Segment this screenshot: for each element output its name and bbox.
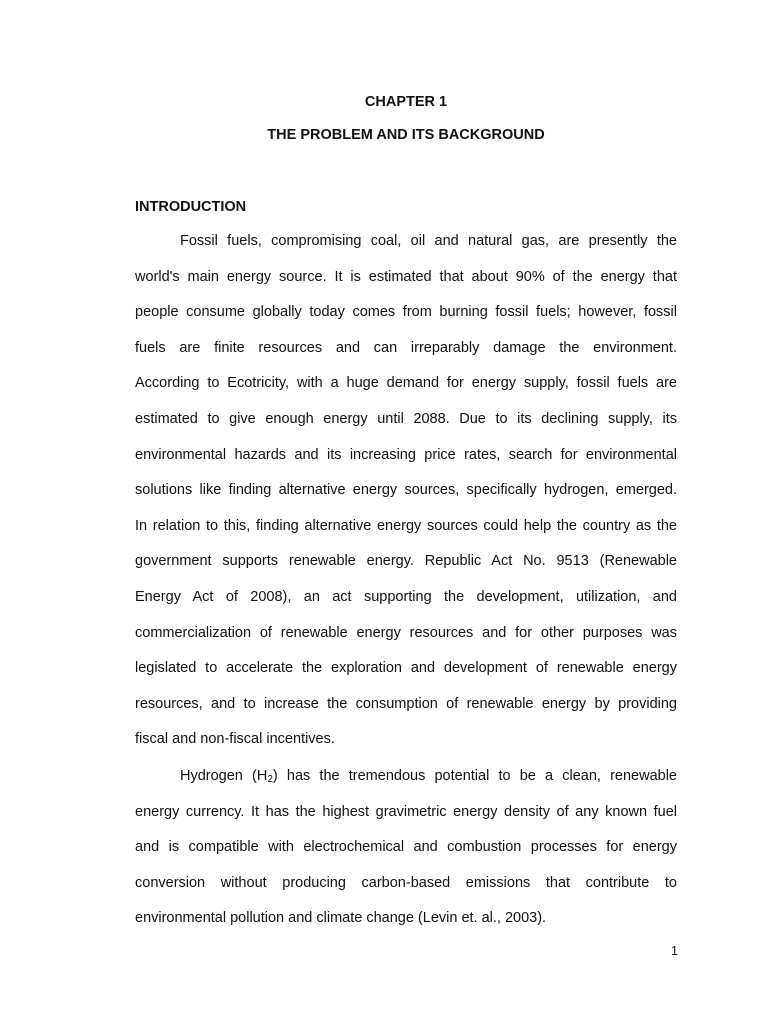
paragraph-line: energy currency. It has the highest gravimetric energy density of any known fuel xyxy=(135,803,677,820)
paragraph-line: legislated to accelerate the exploration and development of renewable energy xyxy=(135,660,677,677)
paragraph-line: Energy Act of 2008), an act supporting the development, utilization, and xyxy=(135,588,677,605)
paragraph-line: estimated to give enough energy until 2088. Due to its declining supply, its xyxy=(135,410,677,427)
section-heading: INTRODUCTION xyxy=(135,199,247,215)
paragraph-line: government supports renewable energy. Republic Act No. 9513 (Renewable xyxy=(135,553,677,570)
page-number: 1 xyxy=(671,944,678,958)
chapter-title: THE PROBLEM AND ITS BACKGROUND xyxy=(267,127,545,143)
paragraph-line: fuels are finite resources and can irreparably damage the environment. xyxy=(135,339,677,356)
paragraph-line: environmental pollution and climate change (Levin et. al., 2003). xyxy=(135,910,547,927)
chapter-label: CHAPTER 1 xyxy=(364,94,448,110)
paragraph-line xyxy=(135,759,677,795)
subscript: 2 xyxy=(267,774,273,785)
paragraph-line: In relation to this, finding alternative energy sources could help the country as the xyxy=(135,517,677,534)
paragraph-introduction xyxy=(135,224,677,758)
paragraph-line: environmental hazards and its increasing price rates, search for environmental xyxy=(135,446,677,463)
paragraph-line: and is compatible with electrochemical and combustion processes for energy xyxy=(135,839,677,856)
paragraph-line: conversion without producing carbon-based emissions that contribute to xyxy=(135,874,677,891)
paragraph-line: fiscal and non-fiscal incentives. xyxy=(135,731,335,748)
paragraph-line: commercialization of renewable energy resources and for other purposes was xyxy=(135,624,677,641)
paragraph-line: resources, and to increase the consumption of renewable energy by providing xyxy=(135,695,677,712)
text-run: ) has the tremendous potential to be a clean, renewable xyxy=(272,768,677,784)
paragraph-line: solutions like finding alternative energy sources, specifically hydrogen, emerged. xyxy=(135,482,677,499)
paragraph-line: world's main energy source. It is estimated that about 90% of the energy that xyxy=(135,268,677,285)
paragraph-hydrogen xyxy=(135,759,677,937)
paragraph-line: Fossil fuels, compromising coal, oil and natural gas, are presently the xyxy=(180,233,677,249)
paragraph-line: According to Ecotricity, with a huge demand for energy supply, fossil fuels are xyxy=(135,375,677,392)
paragraph-line: people consume globally today comes from burning fossil fuels; however, fossil xyxy=(135,304,677,321)
text-run: Hydrogen (H xyxy=(180,768,268,784)
